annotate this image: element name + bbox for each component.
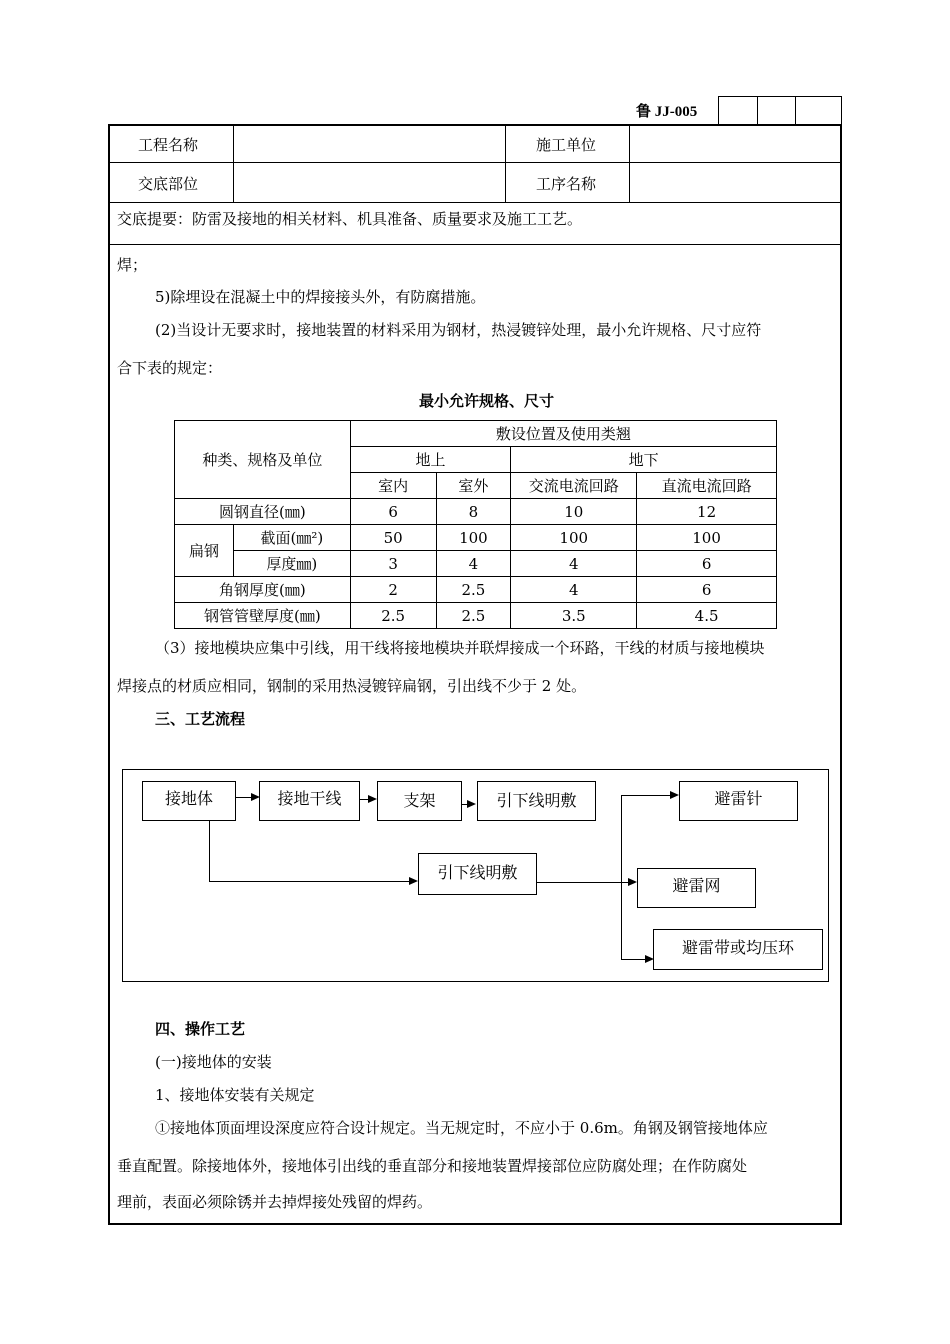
flow-box-lightning-rod: 避雷针 — [679, 781, 798, 821]
paragraph: 垂直配置。除接地体外，接地体引出线的垂直部分和接地装置焊接部位应防腐处理；在作防腐处 — [117, 1157, 748, 1175]
code-box-2 — [757, 96, 796, 125]
arrow-icon — [670, 791, 679, 799]
table-cell: 50 — [350, 525, 436, 551]
process-name-label: 工序名称 — [536, 175, 597, 193]
paragraph: 合下表的规定： — [117, 359, 223, 377]
table-row — [175, 603, 777, 629]
table-cell: 2.5 — [436, 577, 511, 603]
paragraph: 理前，表面必须除锈并去掉焊接处残留的焊药。 — [117, 1193, 433, 1211]
table-cell: 2.5 — [350, 603, 436, 629]
info-row-divider — [108, 162, 842, 163]
code-box-1 — [718, 96, 758, 125]
flow-connector — [537, 882, 627, 883]
info-row-divider — [108, 202, 842, 203]
sub-heading: 1、接地体安装有关规定 — [155, 1086, 315, 1104]
paragraph: 5)除埋设在混凝土中的焊接接头外，有防腐措施。 — [155, 288, 486, 306]
code-box-3 — [795, 96, 842, 125]
flow-connector — [209, 820, 210, 882]
table-cell: 3.5 — [511, 603, 637, 629]
above-ground-header: 地上 — [350, 447, 511, 473]
paragraph: （3）接地模块应集中引线，用干线将接地模块并联焊接成一个环路，干线的材质与接地模块 — [155, 639, 765, 657]
info-col-divider — [233, 124, 234, 202]
table-cell: 4.5 — [637, 603, 777, 629]
construction-unit-label: 施工单位 — [536, 136, 597, 154]
table-cell: 2 — [350, 577, 436, 603]
summary-divider — [108, 244, 842, 245]
flow-box-downlead-2: 引下线明敷 — [418, 853, 537, 895]
table-cell: 6 — [637, 577, 777, 603]
outdoor-header: 室外 — [436, 473, 511, 499]
flow-box-lightning-belt: 避雷带或均压环 — [653, 929, 823, 970]
table-title: 最小允许规格、尺寸 — [419, 392, 555, 410]
disclosure-part-label: 交底部位 — [138, 175, 199, 193]
col-header: 种类、规格及单位 — [175, 421, 351, 499]
flow-box-bracket: 支架 — [377, 781, 462, 821]
flow-connector — [236, 797, 252, 798]
section-heading: 三、工艺流程 — [155, 710, 246, 728]
flow-box-lightning-net: 避雷网 — [637, 868, 756, 908]
section-heading: 四、操作工艺 — [155, 1020, 246, 1038]
form-code: 鲁 JJ-005 — [636, 104, 698, 120]
row-label: 角钢厚度(㎜) — [175, 577, 351, 603]
table-cell: 2.5 — [436, 603, 511, 629]
row-label: 钢管管壁厚度(㎜) — [175, 603, 351, 629]
table-cell: 4 — [436, 551, 511, 577]
table-cell: 8 — [436, 499, 511, 525]
flow-box-grounding-body: 接地体 — [142, 781, 236, 821]
flat-steel-label: 扁钢 — [175, 525, 234, 577]
flow-connector — [621, 795, 622, 960]
table-cell: 10 — [511, 499, 637, 525]
table-row — [175, 577, 777, 603]
flow-box-grounding-trunk: 接地干线 — [259, 781, 360, 821]
info-col-divider — [629, 124, 630, 202]
paragraph: 焊接点的材质应相同，钢制的采用热浸镀锌扁钢，引出线不少于 2 处。 — [117, 677, 587, 695]
dc-header: 直流电流回路 — [637, 473, 777, 499]
flow-box-downlead-1: 引下线明敷 — [477, 781, 596, 821]
table-row — [175, 551, 777, 577]
table-row — [175, 525, 777, 551]
group-header: 敷设位置及使用类翘 — [350, 421, 776, 447]
flow-connector — [621, 959, 646, 960]
table-cell: 100 — [637, 525, 777, 551]
indoor-header: 室内 — [350, 473, 436, 499]
table-cell: 100 — [436, 525, 511, 551]
table-cell: 12 — [637, 499, 777, 525]
ac-header: 交流电流回路 — [511, 473, 637, 499]
table-cell: 4 — [511, 577, 637, 603]
row-label: 圆钢直径(㎜) — [175, 499, 351, 525]
arrow-icon — [409, 877, 418, 885]
project-name-label: 工程名称 — [138, 136, 199, 154]
row-label: 厚度㎜) — [233, 551, 350, 577]
sub-heading: (一)接地体的安装 — [155, 1053, 272, 1071]
spec-table — [174, 420, 777, 629]
paragraph: (2)当设计无要求时，接地装置的材料采用为钢材，热浸镀锌处理，最小允许规格、尺寸应符 — [155, 321, 762, 339]
row-label: 截面(㎜²) — [233, 525, 350, 551]
below-ground-header: 地下 — [511, 447, 777, 473]
table-row — [175, 499, 777, 525]
arrow-icon — [628, 878, 637, 886]
table-cell: 100 — [511, 525, 637, 551]
table-cell: 6 — [350, 499, 436, 525]
info-col-divider — [505, 124, 506, 202]
summary-text: 交底提要：防雷及接地的相关材料、机具准备、质量要求及施工工艺。 — [117, 210, 583, 228]
table-cell: 3 — [350, 551, 436, 577]
arrow-icon — [368, 795, 377, 803]
arrow-icon — [467, 800, 476, 808]
table-cell: 4 — [511, 551, 637, 577]
paragraph: 焊； — [117, 256, 148, 274]
paragraph: ①接地体顶面埋设深度应符合设计规定。当无规定时，不应小于 0.6m。角钢及钢管接地体应 — [155, 1119, 768, 1137]
table-cell: 6 — [637, 551, 777, 577]
flow-connector — [209, 881, 410, 882]
flow-connector — [621, 795, 671, 796]
